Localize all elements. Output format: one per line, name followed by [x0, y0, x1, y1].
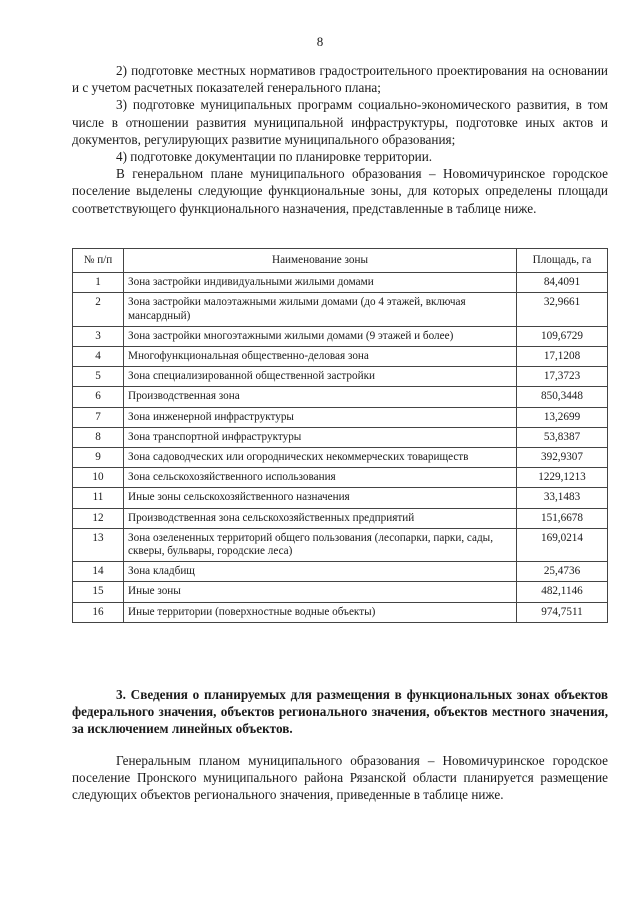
row-zone-name: Иные зоны сельскохозяйственного назначения — [124, 488, 517, 508]
row-zone-name: Многофункциональная общественно-деловая зона — [124, 347, 517, 367]
row-num: 4 — [73, 347, 124, 367]
row-zone-name: Иные территории (поверхностные водные объекты) — [124, 602, 517, 622]
row-zone-name: Зона транспортной инфраструктуры — [124, 427, 517, 447]
row-num: 3 — [73, 326, 124, 346]
table-row — [73, 508, 608, 528]
row-zone-name: Зона садоводческих или огороднических некоммерческих товариществ — [124, 448, 517, 468]
table-row — [73, 562, 608, 582]
row-zone-name: Зона застройки многоэтажными жилыми домами (9 этажей и более) — [124, 326, 517, 346]
paragraph-item-4: 4) подготовке документации по планировке территории. — [116, 149, 433, 165]
row-num: 8 — [73, 427, 124, 447]
table-row — [73, 407, 608, 427]
intro-text — [72, 62, 608, 217]
row-num: 15 — [73, 582, 124, 602]
table-row — [73, 387, 608, 407]
row-area: 1229,1213 — [517, 468, 608, 488]
row-area: 109,6729 — [517, 326, 608, 346]
row-num: 13 — [73, 528, 124, 561]
row-area: 17,3723 — [517, 367, 608, 387]
row-num: 11 — [73, 488, 124, 508]
row-area: 53,8387 — [517, 427, 608, 447]
row-area: 169,0214 — [517, 528, 608, 561]
row-num: 14 — [73, 562, 124, 582]
row-num: 16 — [73, 602, 124, 622]
row-num: 6 — [73, 387, 124, 407]
table-row — [73, 347, 608, 367]
row-zone-name: Зона инженерной инфраструктуры — [124, 407, 517, 427]
row-zone-name: Зона сельскохозяйственного использования — [124, 468, 517, 488]
row-area: 974,7511 — [517, 602, 608, 622]
row-num: 10 — [73, 468, 124, 488]
row-area: 850,3448 — [517, 387, 608, 407]
paragraph-zones-intro: В генеральном плане муниципального образования – Новомичуринское городское поселение выделены следующие функциональные зоны, для которых определены площади соответствующего функционального назначения, представленные в таблице ниже. — [72, 166, 608, 216]
row-zone-name: Зона озелененных территорий общего пользования (лесопарки, парки, сады, скверы, бульвары, городские леса) — [124, 528, 517, 561]
row-num: 12 — [73, 508, 124, 528]
row-zone-name: Иные зоны — [124, 582, 517, 602]
table-row — [73, 602, 608, 622]
row-area: 84,4091 — [517, 273, 608, 293]
functional-zones-table — [72, 248, 608, 623]
paragraph-item-3: 3) подготовке муниципальных программ социально-экономического развития, в том числе в отношении развития муниципальной инфраструктуры, подготовке иных актов и документов, регулирующих развитие муниципального образования; — [72, 97, 608, 147]
row-zone-name: Зона застройки малоэтажными жилыми домами (до 4 этажей, включая мансардный) — [124, 293, 517, 326]
table-row — [73, 293, 608, 326]
table-row — [73, 367, 608, 387]
row-area: 482,1146 — [517, 582, 608, 602]
header-area: Площадь, га — [517, 249, 608, 273]
row-area: 32,9661 — [517, 293, 608, 326]
table-row — [73, 582, 608, 602]
table-row — [73, 273, 608, 293]
row-zone-name: Производственная зона сельскохозяйственных предприятий — [124, 508, 517, 528]
page-number: 8 — [316, 34, 324, 49]
table-row — [73, 468, 608, 488]
table-row — [73, 528, 608, 561]
row-area: 17,1208 — [517, 347, 608, 367]
table-row — [73, 427, 608, 447]
row-zone-name: Зона кладбищ — [124, 562, 517, 582]
header-zone-name: Наименование зоны — [124, 249, 517, 273]
row-zone-name: Зона специализированной общественной застройки — [124, 367, 517, 387]
row-num: 9 — [73, 448, 124, 468]
row-area: 25,4736 — [517, 562, 608, 582]
row-zone-name: Зона застройки индивидуальными жилыми домами — [124, 273, 517, 293]
paragraph-item-2: 2) подготовке местных нормативов градостроительного проектирования на основании и с учетом расчетных показателей генерального плана; — [72, 63, 608, 96]
row-num: 5 — [73, 367, 124, 387]
row-num: 7 — [73, 407, 124, 427]
row-num: 1 — [73, 273, 124, 293]
header-num: № п/п — [73, 249, 124, 273]
table-header-row — [73, 249, 608, 273]
row-area: 392,9307 — [517, 448, 608, 468]
table-row — [73, 488, 608, 508]
table-row — [73, 448, 608, 468]
table-row — [73, 326, 608, 346]
row-area: 33,1483 — [517, 488, 608, 508]
row-area: 13,2699 — [517, 407, 608, 427]
paragraph-closing: Генеральным планом муниципального образования – Новомичуринское городское поселение Пронского муниципального района Рязанской области планируется размещение следующих объектов регионального значения, приведенные в таблице ниже. — [72, 753, 608, 803]
row-zone-name: Производственная зона — [124, 387, 517, 407]
closing-text — [72, 752, 608, 804]
row-num: 2 — [73, 293, 124, 326]
row-area: 151,6678 — [517, 508, 608, 528]
section-heading: 3. Сведения о планируемых для размещения в функциональных зонах объектов федерального значения, объектов регионального значения, объектов местного значения, за исключением линейных объектов. — [72, 687, 608, 737]
